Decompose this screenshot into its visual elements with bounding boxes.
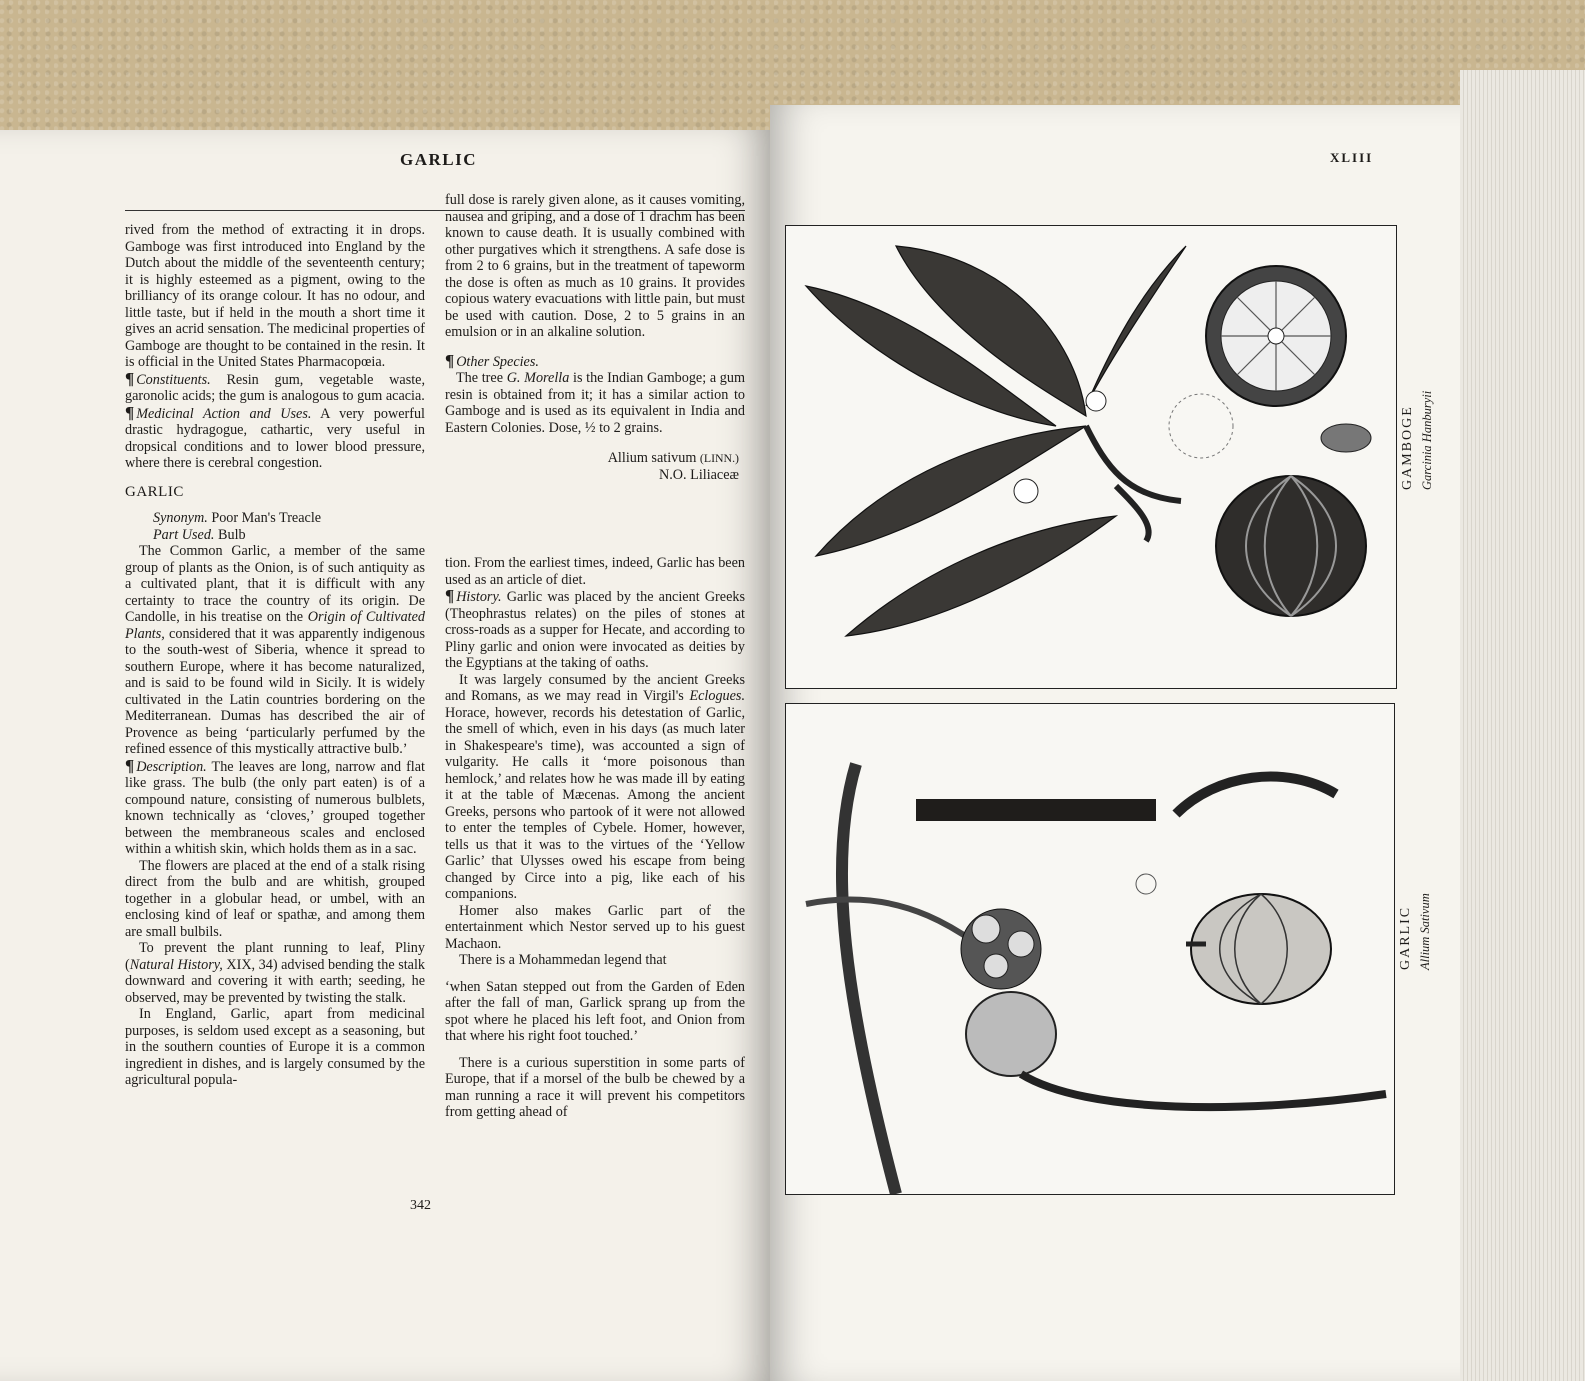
synonym-line — [153, 510, 425, 527]
paragraph: full dose is rarely given alone, as it causes vomiting, nausea and griping, and a dose of 1 drachm has been known to cause death. It is usually combined with other purgatives which it strengthens. A safe dose is from 2 to 6 grains, but in the treatment of tapeworm the dose is often as much as 10 grains. It provides copious watery evacuations with little pain, but must be used with caution. Dose, 2 to 5 grains in an emulsion or in an alkaline solution. — [445, 192, 745, 340]
page-edges — [1460, 70, 1585, 1381]
section-label: Description. — [136, 758, 207, 775]
paragraph: There is a Mohammedan legend that — [459, 952, 667, 968]
section-label: Medicinal Action and Uses. — [136, 405, 312, 422]
text-run: Horace, however, records his detestation of Garlic, the smell of which, even in his days (as much later in Shakespeare's time), was accounted a sign of vulgarity. He calls it ‘more poisonous than hemlock,’ and relates how he was made ill by eating it at the table of Mæcenas. Among the ancient Greeks, persons who partook of it were not allowed to enter the temples of Cybele. Homer, however, tells us that it was to the virtues of the ‘Yellow Garlic’ that Ulysses owed his escape from being changed by Circe into a pig, like each of his companions. — [445, 704, 745, 902]
section-label: Constituents. — [136, 371, 211, 388]
section-text: The leaves are long, narrow and flat like grass. The bulb (the only part eaten) is of a compound nature, consisting of numerous bulblets, known technically as ‘cloves,’ grouped together between the membraneous scales and enclosed within a whitish skin, which holds them as in a sac. — [125, 758, 425, 857]
fruit-section — [1206, 266, 1346, 406]
plate-caption-latin: Garcinia Hanburyii — [1420, 390, 1434, 490]
species-name: G. Morella — [506, 370, 570, 386]
paragraph-medicinal — [125, 402, 425, 472]
plate-caption-name: GARLIC — [1398, 905, 1413, 970]
section-label: History. — [456, 589, 502, 605]
paragraph: In England, Garlic, apart from medicinal purposes, is seldom used except as a seasoning, but in the southern counties of Europe it is a common ingredient in dishes, and is largely consumed by the agricultural popula- — [125, 1006, 425, 1088]
whole-bulb — [1186, 894, 1331, 1004]
section-label: Other Species. — [456, 353, 539, 370]
garlic-leaf — [842, 764, 896, 1194]
garlic-caption — [1398, 893, 1433, 970]
paragraph: The flowers are placed at the end of a stalk rising direct from the bulb and are whitish, grouped together in a globular head, or umbel, with an enclosing kind of leaf or spathæ, and among them are small bulbils. — [125, 857, 425, 940]
bulb — [966, 992, 1056, 1076]
plate-caption-latin: Allium Sativum — [1418, 893, 1432, 970]
leaf-shape — [1086, 246, 1186, 406]
plate-folio: XLIII — [1330, 150, 1374, 165]
paragraph — [125, 543, 425, 758]
section-text: A very powerful drastic hydragogue, cathartic, very useful in dropsical conditions and to lower blood pressure, where there is cerebral congestion. — [125, 405, 425, 471]
pilcrow-icon: ¶ — [125, 755, 135, 775]
flower-head — [961, 909, 1041, 989]
synonym-text: Poor Man's Treacle — [211, 510, 322, 526]
text-run: To prevent the plant running to leaf, Pliny ( — [125, 940, 425, 973]
text-run: The Common Garlic, a member of the same group of plants as the Onion, is of such antiquity as a cultivated plant, that it is difficult with any certainty to trace the country of its origin. De Candolle, in his treatise on the — [125, 543, 425, 625]
paragraph-constituents — [125, 368, 426, 405]
botanical-order: N.O. Liliaceæ — [659, 466, 739, 483]
paragraph: tion. From the earliest times, indeed, Garlic has been used as an article of diet. — [445, 555, 745, 588]
entry-heading: GARLIC — [125, 483, 184, 500]
text-run: The tree — [456, 370, 504, 386]
right-column-bottom — [445, 555, 745, 1121]
paragraph — [125, 940, 425, 1006]
paragraph-history — [445, 588, 745, 672]
section-text: Garlic was placed by the ancient Greeks (Theophrastus relates) on the piles of stones at cross-roads as a supper for Hecate, and according to Pliny garlic and onion were invocated as deities by the Egyptians at the taking of oaths. — [445, 589, 745, 671]
garlic-plate — [785, 703, 1395, 1195]
paragraph-description — [125, 755, 425, 858]
gamboge-caption — [1400, 391, 1435, 490]
book-title: Natural History, — [129, 956, 223, 973]
paragraph — [445, 672, 745, 903]
paragraph-other-species — [445, 350, 746, 437]
whole-fruit — [1216, 476, 1366, 616]
botanical-name-block — [445, 450, 739, 483]
page-number: 342 — [410, 1198, 431, 1213]
gamboge-plate — [785, 225, 1397, 689]
text-run: considered that it was apparently indigenous to the south-west of Siberia, whence it spread to southern Europe, where it has become naturalized, and is said to be found wild in Sicily. It is widely cultivated in the Latin countries bordering on the Mediterranean. Dumas has described the air of Provence as being ‘particularly perfumed by the refined essence of this mystically attractive bulb.’ — [125, 625, 425, 757]
pilcrow-icon: ¶ — [445, 586, 455, 605]
text-run: It was largely consumed by the ancient Greeks and Romans, as we may read in Virgil's — [445, 671, 745, 704]
part-used-line — [153, 527, 425, 544]
botanical-authority: (LINN.) — [699, 451, 739, 465]
botanical-name: Allium sativum — [607, 450, 697, 466]
paragraph: Homer also makes Garlic part of the entertainment which Nestor served up to his guest Machaon. — [445, 902, 745, 952]
plate-caption-name: GAMBOGE — [1400, 405, 1415, 490]
book-title: Origin of Cultivated Plants, — [125, 609, 426, 642]
part-text: Bulb — [218, 526, 246, 543]
pilcrow-icon: ¶ — [445, 350, 455, 370]
part-label: Part Used. — [153, 526, 215, 543]
running-head: GARLIC — [400, 150, 478, 169]
section-text: Resin gum, vegetable waste, garonolic acids; the gum is analogous to gum acacia. — [125, 371, 426, 404]
gamboge-illustration — [786, 226, 1396, 688]
left-column — [125, 222, 425, 1089]
text-run: is the Indian Gamboge; a gum resin is obtained from it; it has a similar action to Gamboge and is used as its equivalent in India and Eastern Colonies. Dose, ½ to 2 grains. — [445, 370, 746, 436]
stem-segment — [916, 799, 1156, 821]
text-run: XIX, 34) advised bending the stalk downward and covering it with earth; seeding, he observed, may be prevented by twisting the stalk. — [125, 956, 425, 1006]
book-title: Eclogues. — [689, 688, 746, 704]
right-column-top — [445, 192, 745, 483]
garlic-illustration — [786, 704, 1394, 1194]
paragraph: There is a curious superstition in some parts of Europe, that if a morsel of the bulb be chewed by a man running a race it will prevent his competitors from getting ahead of — [445, 1054, 745, 1120]
pilcrow-icon: ¶ — [125, 368, 135, 388]
quotation: ‘when Satan stepped out from the Garden of Eden after the fall of man, Garlick sprang up from the spot where he placed his left foot, and Onion from that where his right foot touched.’ — [445, 978, 745, 1044]
pilcrow-icon: ¶ — [125, 402, 135, 422]
paragraph: rived from the method of extracting it in drops. Gamboge was first introduced into England by the Dutch about the middle of the seventeenth century; it is highly esteemed as a pigment, owing to the brilliancy of its orange colour. It has no odour, and little taste, but if held in the mouth a short time it gives an acrid sensation. The medicinal properties of Gamboge are thought to be contained in the resin. It is official in the United States Pharmacopœia. — [125, 222, 425, 370]
synonym-label: Synonym. — [153, 510, 208, 526]
